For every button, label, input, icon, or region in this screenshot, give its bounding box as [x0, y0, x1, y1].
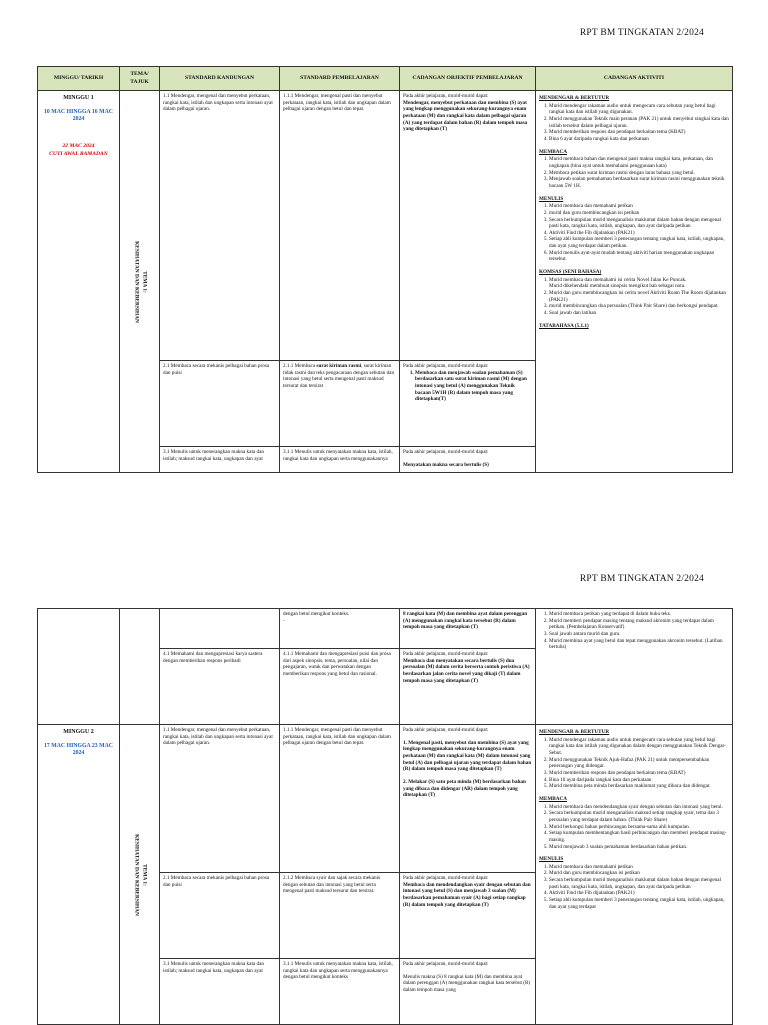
week-dates: 10 MAC HINGGA 16 MAC 2024 — [44, 108, 113, 123]
section-membaca: MEMBACA — [539, 795, 567, 802]
list-item: 1. Murid membaca bahan dan mengenal pasti makna rangkai kata, perkataan, dan ungkapan (bina ayat untuk memahami penggunaan kata) — [549, 156, 729, 169]
tema-cell-2 — [120, 725, 160, 1025]
col-header-tema: TEMA/ TAJUK — [120, 67, 160, 91]
objektif-cell — [400, 959, 536, 1025]
list-mendengar — [539, 737, 729, 790]
tema-cell-1 — [120, 91, 160, 473]
sp-cell: 3.1.1 Menulis untuk menyatakan makna kata, istilah, rangkai kata dan ungkapan serta menggunakannya — [280, 447, 400, 473]
list-item: 5. Setiap ahli kumpulan memberi 3 penerangan tentang rangkai kata, istilah, ungkapan, dan ayat yang terdapat dalam petikan. — [549, 236, 729, 249]
sp-cell: 1.1.1 Mendengar, mengenal pasti dan menyebut perkataan, rangkai kata, istilah dan ungkapan dalam pelbagai ujaran dengan betul dan tepat. — [280, 91, 400, 361]
list-item: 3. Secara berkumpulan murid menganalisis maklumat dalam bahan dengan mengenal pasti kata, rangkai kata, istilah, ungkapan, dan ayat daripada petikan — [549, 217, 729, 230]
list-item: 6. Murid menulis ayat-ayat mudah tentang aktiviti harian menggunakan ungkapan tersebut. — [549, 250, 729, 263]
objektif-lead: Pada akhir pelajaran, murid-murid dapat: — [403, 961, 489, 967]
week-dates: 17 MAC HINGGA 23 MAC 2024 — [44, 742, 113, 757]
list-item: 3. Menjawab soalan pemahaman berdasarkan surat kiriman rasmi menggunakan teknik bacaan 5W 1H. — [549, 176, 729, 189]
list-item: 4. Aktiviti Find the Fib dijalankan (PAK21) — [549, 890, 729, 897]
sk-cell: 2.1 Membaca secara mekanis pelbagai bahan prosa dan puisi — [160, 873, 280, 959]
objektif-lead: Pada akhir pelajaran, murid-murid dapat: — [403, 727, 489, 733]
col-header-objektif: CADANGAN OBJEKTIF PEMBELAJARAN — [400, 67, 536, 91]
list-item: 4. Murid membina ayat yang betul dan tepat menggunakan akronim tersebut. (Latihan bertulis) — [549, 638, 729, 651]
list-mendengar — [539, 103, 729, 143]
objektif-lead: Pada akhir pelajaran, murid-murid dapat: — [403, 93, 489, 99]
section-menulis: MENULIS — [539, 856, 564, 863]
sp-text: dengan betul mengikut konteks. — [283, 611, 350, 617]
list-item: 5. Setiap ahli kumpulan memberi 3 penerangan tentang rangkai kata, istilah, ungkapan, dan ayat yang terdapat — [549, 897, 729, 910]
list-item: 1. Murid membaca petikan yang terdapat di dalam buku teks. — [549, 611, 729, 618]
sk-cell — [160, 609, 280, 649]
list-item: 2. Murid dan guru membincangkan isi cerita novel Aktiviti Roam The Room dijalankan (PAK21) — [549, 290, 729, 303]
sp-emphasis: surat kiriman rasmi — [316, 363, 362, 369]
list-item: 3. Secara berkumpulan murid menganalisis maklumat dalam bahan dengan mengenal pasti kata, rangkai kata, istilah, ungkapan, dan ayat daripada petikan — [549, 877, 729, 890]
list-item: 5. Murid menjawab 3 soalan pemahaman berdasarkan bahan petikan. — [549, 844, 729, 851]
list-item: 1. Murid membaca dan memahami petikan — [549, 203, 729, 210]
sp-text: , surat kiriman tidak rasmi dan teks pengacaraan dengan sebutan dan intonasi yang betul serta mengenal pasti maksud tersurat dan tersirat — [283, 363, 395, 389]
objektif-cell — [400, 447, 536, 473]
rpt-table-2 — [37, 608, 733, 1025]
list-item: 2. Murid dan guru membincangkan isi petikan — [549, 870, 729, 877]
section-komsas: KOMSAS (SENI BAHASA) — [539, 269, 602, 276]
aktiviti-cell-1 — [536, 91, 733, 473]
list-item: 2. Secara berkumpulan murid menganalisis maksud setiap rangkap syair, tema dan 3 persoalan yang terdapat dalam bahan. (Think Pair Share) — [549, 810, 729, 823]
tema-cell-cont — [120, 609, 160, 725]
objektif-lead: Pada akhir pelajaran, murid-murid dapat: — [403, 651, 489, 657]
sp-cell — [280, 361, 400, 447]
list-item: 4. Aktiviti Find the Fib dijalankan (PAK21) — [549, 230, 729, 237]
list-lanjutan — [539, 611, 729, 651]
list-menulis — [539, 203, 729, 263]
col-header-sk: STANDARD KANDUNGAN — [160, 67, 280, 91]
list-item: 5. Murid membina peta minda berdasarkan maklumat yang dibaca dan didengar. — [549, 783, 729, 790]
week-title: MINGGU 2 — [63, 729, 94, 735]
sp-cell: 3.1.1 Menulis untuk menyatakan makna kata, istilah, rangkai kata dan ungkapan serta menggunakannya dengan betul mengikut konteks — [280, 959, 400, 1025]
list-membaca — [539, 804, 729, 851]
list-item: 1. Murid membaca dan memahami petikan — [549, 864, 729, 871]
sp-cell: 2.1.2 Membaca syair dan sajak secara mekanis dengan sebutan dan intonasi yang betul serta mengenal pasti maksud tersurat dan tersirat. — [280, 873, 400, 959]
list-item: 3. Soal jawab antara murid dan guru. — [549, 631, 729, 638]
objektif-cell — [400, 725, 536, 873]
list-item: 3. murid membincangkan dua persoalan (Think Pair Share) dan berkongsi pendapat. — [549, 303, 729, 310]
list-item: 2. Murid menggunakan Teknik main peranan (PAK 21) untuk menyebut rangkai kata dan istilah tersebut dalam pelbagai ujaran. — [549, 116, 729, 129]
section-membaca: MEMBACA — [539, 148, 567, 155]
list-item: 1. Murid mendengar rakaman audio untuk mengecam cara sebutan yang betul bagi rangkai kata dan istilah yang digunakan dalam dengan menggunakan Teknik Dengar-Sebut. — [549, 737, 729, 757]
objektif-text: Menyatakan makna secara bertulis (S) — [403, 461, 489, 468]
aktiviti-cell-cont — [536, 609, 733, 725]
col-header-sp: STANDARD PEMBELAJARAN — [280, 67, 400, 91]
section-tatabahasa: TATABAHASA (5.1.1) — [539, 322, 589, 329]
list-item: 4. Soal jawab dan latihan — [549, 310, 729, 317]
list-item: 1. Murid membaca dan mendendangkan syair dengan sebutan dan intonasi yang betul. — [549, 804, 729, 811]
week-cell-cont — [38, 609, 120, 725]
rpt-table-1 — [37, 66, 733, 473]
list-item: 4. Bina 10 ayat daripada rangkai kata dan perkataan — [549, 777, 729, 784]
list-item: 2. Membaca petikan surat kiriman rasmi dengan laras bahasa yang betul. — [549, 170, 729, 177]
objektif-text: 2. Melakar (S) satu peta minda (M) berdasarkan bahan yang dibaca dan didengar (AR) dalam tempoh yang ditetapkan (T) — [403, 778, 526, 799]
list-item: 3. Murid memberikan respons dan pendapat berkaitan tema (KBAT) — [549, 770, 729, 777]
objektif-lead: Pada akhir pelajaran, murid-murid dapat: — [403, 875, 489, 881]
tema-number: TEMA 1: — [141, 863, 148, 886]
objektif-lead: Pada akhir pelajaran, murid-murid dapat: — [403, 363, 489, 369]
sk-cell: 2.1 Membaca secara mekanis pelbagai bahan prosa dan puisi — [160, 361, 280, 447]
list-item: 1. Murid mendengar rakaman audio untuk mengecam cara sebutan yang betul bagi rangkai kata dan istilah yang digunakan. — [549, 103, 729, 116]
objektif-list — [403, 370, 532, 403]
aktiviti-cell-2 — [536, 725, 733, 1025]
list-item: 1. Murid membaca dan memahami isi cerita Novel Jalan Ke Puncak. Murid dikehendaki membuat sinopsis mengikut bab sebagai nota. — [549, 277, 729, 290]
objektif-cell — [400, 873, 536, 959]
sk-cell: 4.1 Memahami dan mengapresiasi karya sastera dengan memberikan respons peribadi — [160, 649, 280, 725]
list-item: 3. Murid memberikan respons dan pendapat berkaitan tema (KBAT) — [549, 129, 729, 136]
tema-number: TEMA 1: — [141, 270, 148, 293]
holiday-date: 22 MAC 2024 — [62, 143, 95, 150]
tema-label — [132, 834, 147, 916]
list-membaca — [539, 156, 729, 189]
sp-cell: 4.1.1 Memahami dan mengapresiasi puisi dan prosa dari aspek sinopsis, tema, persoalan, nilai dan pengajaran, watak dan perwatakan dengan memberikan respons yang betul dan rasional. — [280, 649, 400, 725]
list-komsas — [539, 277, 729, 317]
objektif-text: Membaca dan mendendangkan syair dengan sebutan dan intonasi yang betul (S) dan menjawab 3 soalan (M) berdasarkan pemahaman syair (A) bagi setiap rangkap (R) dalam tempoh yang ditetapkan (T) — [403, 881, 531, 908]
objektif-lead: Pada akhir pelajaran, murid-murid dapat: — [403, 449, 489, 455]
objektif-text: 1. Mengenal pasti, menyebut dan membina (S) ayat yang lengkap menggunakan sekurang-kurangnya enam perkataan (M) dan rangkai kata (M) dalam intonasi yang betul (A) dan pelbagai ujaran yang terdapat dalam bahan (R) dalam tempoh masa yang ditetapkan (T) — [403, 739, 532, 773]
sk-cell: 3.1 Menulis untuk menerangkan makna kata dan istilah; maksud rangkai kata, ungkapan dan ayat — [160, 447, 280, 473]
sp-text: 2.1.1 Membaca — [283, 363, 317, 369]
sp-cell: 1.1.1 Mendengar, mengenal pasti dan menyebut perkataan, rangkai kata, istilah dan ungkapan dalam pelbagai ujaran dengan betul dan tepat. — [280, 725, 400, 873]
list-item: 3. Murid berkongsi bahan perbincangan bersama-sama ahli kumpulan. — [549, 824, 729, 831]
objektif-cell: 8 rangkai kata (M) dan membina ayat dalam perenggan (A) menggunakan rangkai kata tersebut (R) dalam tempoh masa yang ditetapkan (T) — [400, 609, 536, 649]
week-cell-2 — [38, 725, 120, 1025]
objektif-text: Membaca dan menyatakan secara bertulis (S) dua persoalan (M) dalam cerita berserta contoh peristiwa (A) berdasarkan jalan cerita novel yang dikaji (T) dalam tempoh masa yang ditetapkan (T) — [403, 657, 530, 684]
objektif-text: Menulis makna (S) 8 rangkai kata (M) dan membina ayat dalam perenggan (A) menggunakan rangkai kata tersebut (R) dalam tempoh masa yang — [403, 973, 531, 993]
list-item: 4. Bina 6 ayat daripada rangkai kata dan perkataan — [549, 136, 729, 143]
sk-cell: 3.1 Menulis untuk menerangkan makna kata dan istilah; maksud rangkai kata, ungkapan dan ayat — [160, 959, 280, 1025]
objektif-text: 1. Membaca dan menjawab soalan pemahaman (S) berdasarkan satu surat kiriman rasmi (M) dengan intonasi yang betul (A) menggunakan Teknik bacaan 5W1H (R) dalam tempoh masa yang ditetapkan(T) — [415, 370, 532, 403]
holiday-name: CUTI AWAL RAMADAN — [49, 150, 108, 157]
col-header-minggu: MINGGU/ TARIKH — [38, 67, 120, 91]
tema-title: KESIHATAN DAN KEBERSIHAN — [133, 240, 140, 323]
section-mendengar: MENDENGAR & BERTUTUR — [539, 95, 610, 101]
sp-cell — [280, 609, 400, 649]
section-menulis: MENULIS — [539, 195, 564, 202]
objektif-text: Mendengar, menyebut perkataan dan membina (S) ayat yang lengkap menggunakan sekurang-kurangnya enam perkataan (M) dan rangkai kata dalam pelbagai ujaran (A) yang terdapat dalam bahan (R) dalam tempoh masa yang ditetapkan (T) — [403, 99, 528, 133]
tema-title: KESIHATAN DAN KEBERSIHAN — [133, 833, 140, 916]
objektif-cell — [400, 91, 536, 361]
objektif-cell — [400, 361, 536, 447]
list-item: 2. murid dan guru membincangkan isi petikan — [549, 210, 729, 217]
sk-cell: 1.1 Mendengar, mengenal dan menyebut perkataan, rangkai kata, istilah dan ungkapan serta intonasi ayat dalam pelbagai ujaran. — [160, 725, 280, 873]
list-item: 4. Setiap kumpulan membentangkan hasil perbincangan dan memberi pendapat masing-masing. — [549, 830, 729, 843]
sp-dash: - — [283, 617, 285, 624]
page-header-2: RPT BM TINGKATAN 2/2024 — [579, 574, 704, 584]
week-title: MINGGU 1 — [63, 95, 94, 101]
tema-label — [132, 241, 147, 323]
section-mendengar: MENDENGAR & BERTUTUR — [539, 729, 610, 735]
sk-cell: 1.1 Mendengar, mengenal dan menyebut perkataan, rangkai kata, istilah dan ungkapan serta intonasi ayat dalam pelbagai ujaran. — [160, 91, 280, 361]
list-item: 2. Murid menggunakan Teknik Ajuk-Hafaz (PAK 21) untuk mempersembahkan penerangan yang didengar. — [549, 757, 729, 770]
objektif-cell — [400, 649, 536, 725]
list-menulis — [539, 864, 729, 911]
list-item: 2. Murid memberi pendapat masing tentang maksud akronim yang terdapat dalam petikan. (Pembelajaran Konservatif) — [549, 618, 729, 631]
page-header-1: RPT BM TINGKATAN 2/2024 — [579, 28, 704, 38]
week-cell-1 — [38, 91, 120, 473]
col-header-aktiviti: CADANGAN AKTIVITI — [536, 67, 733, 91]
